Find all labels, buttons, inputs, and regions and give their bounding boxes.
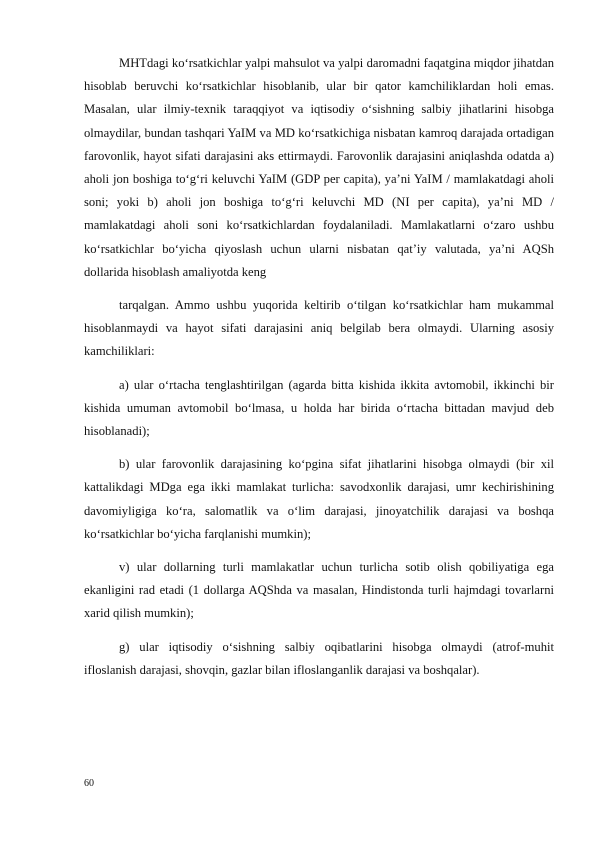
paragraph-shortcomings-intro: tarqalgan. Ammo ushbu yuqorida keltirib o‘tilgan ko‘rsatkichlar ham mukammal hisoblanmaydi va hayot sifati darajasini aniq belgilab bera olmaydi. Ularning asosiy kamchiliklari: — [84, 298, 554, 359]
paragraph-item-g: g) ular iqtisodiy o‘sishning salbiy oqibatlarini hisobga olmaydi (atrof-muhit ifloslanish darajasi, shovqin, gazlar bilan ifloslanganlik darajasi va boshqalar). — [84, 639, 554, 677]
paragraph-item-b: b) ular farovonlik darajasining ko‘pgina sifat jihatlarini hisobga olmaydi (bir xil kattalikdagi MDga ega ikki mamlakat turlicha: savodxonlik darajasi, umr kechirishining davomiyligiga ko‘ra, salomatlik va o‘lim darajasi, jinoyatchilik darajasi va boshqa ko‘rsatkichlar bo‘yicha farqlanishi mumkin); — [84, 457, 554, 541]
paragraph-intro: MHTdagi ko‘rsatkichlar yalpi mahsulot va yalpi daromadni faqatgina miqdor jihatdan hisoblab beruvchi ko‘rsatkichlar hisoblanib, ular bir qator kamchiliklardan holi emas. Masalan, ular ilmiy-texnik taraqqiyot va iqtisodiy o‘sishning salbiy jihatlarini hisobga olmaydilar, bundan tashqari YaIM va MD ko‘rsatkichiga nisbatan kamroq darajada ortadigan farovonlik, hayot sifati darajasini aks ettirmaydi. Farovonlik darajasini aniqlashda odatda a) aholi jon boshiga to‘g‘ri keluvchi YaIM (GDP per capita), ya’ni YaIM / mamlakatdagi aholi soni; yoki b) aholi jon boshiga to‘g‘ri keluvchi MD (NI per capita), ya’ni MD / mamlakatdagi aholi soni ko‘rsatkichlardan foydalaniladi. Mamlakatlarni o‘zaro ushbu ko‘rsatkichlar bo‘yicha qiyoslash uchun ularni nisbatan qat’iy valutada, ya’ni AQSh dollarida hisoblash amaliyotda keng — [84, 56, 554, 279]
body-text — [84, 52, 554, 692]
paragraph-item-a: a) ular o‘rtacha tenglashtirilgan (agarda bitta kishida ikkita avtomobil, ikkinchi bir kishida umuman avtomobil bo‘lmasa, u holda har birida o‘rtacha bittadan mavjud deb hisoblanadi); — [84, 377, 554, 439]
page-number: 60 — [84, 778, 94, 789]
paragraph-item-v: v) ular dollarning turli mamlakatlar uchun turlicha sotib olish qobiliyatiga ega ekanligini rad etadi (1 dollarga AQShda va masalan, Hindistonda turli hajmdagi tovarlarni xarid qilish mumkin); — [84, 560, 554, 621]
